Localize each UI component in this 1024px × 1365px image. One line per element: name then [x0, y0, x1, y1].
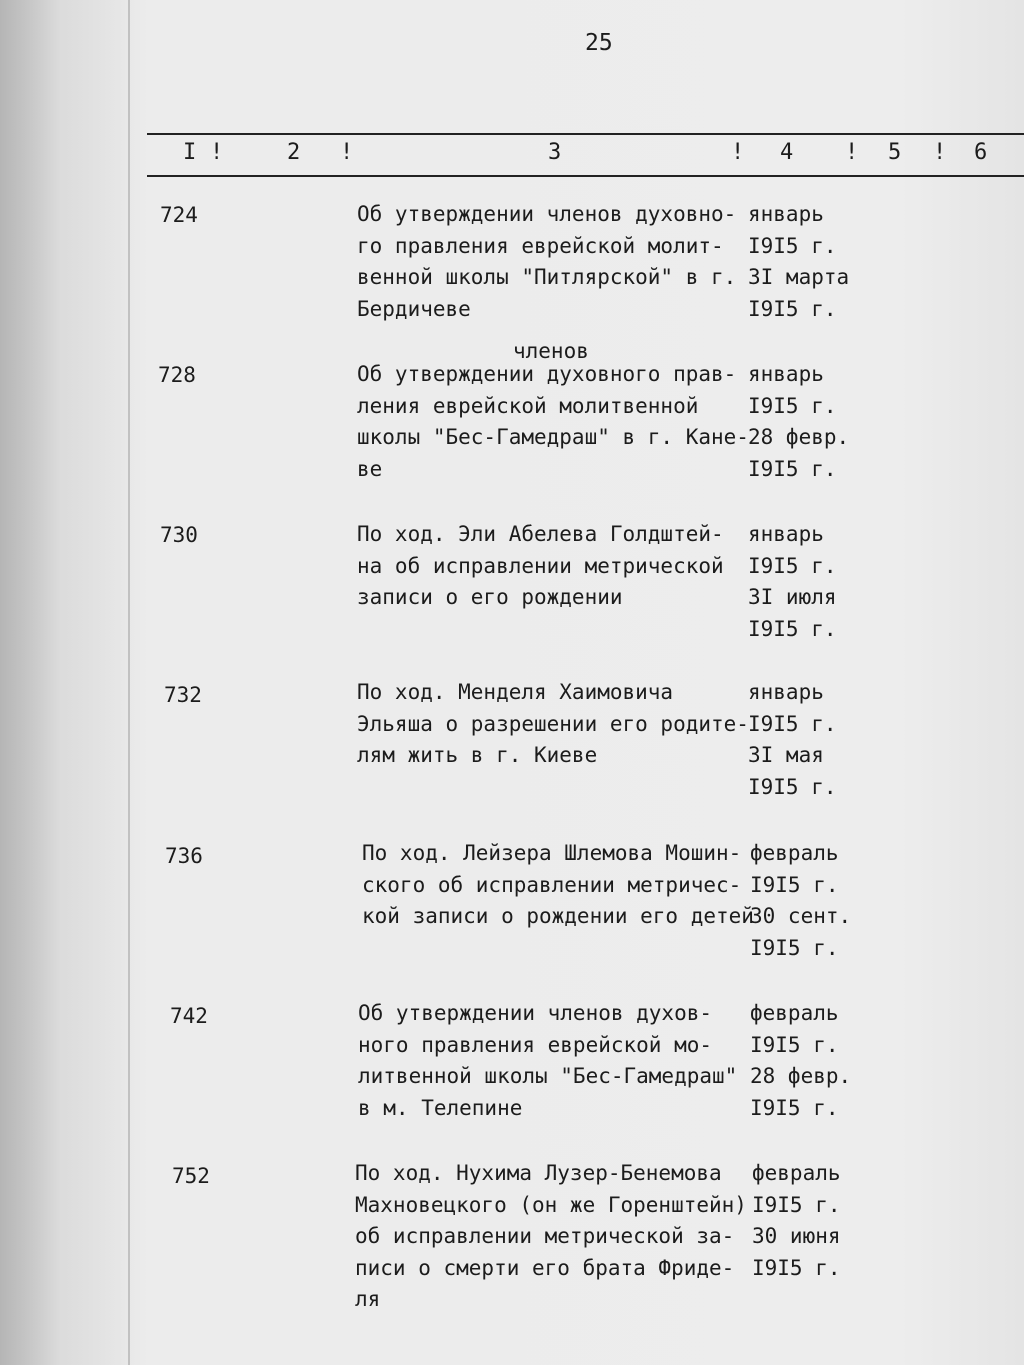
- entry-number: 730: [160, 523, 198, 547]
- entry-description: По ход. Лейзера Шлемова Мошин- ского об исправлении метричес- кой записи о рождении его детей: [362, 841, 754, 928]
- entry-dates: январь I9I5 г. 3I июля I9I5 г.: [748, 522, 837, 641]
- entry-description: По ход. Менделя Хаимовича Эльяша о разрешении его родите- лям жить в г. Киеве: [357, 680, 749, 767]
- entry-description: Об утверждении духовного прав- ления еврейской молитвенной школы "Бес-Гамедраш" в г. Кане- ве: [357, 362, 749, 481]
- column-header-5: 5: [888, 140, 902, 165]
- entry-dates: февраль I9I5 г. 28 февр. I9I5 г.: [750, 1001, 852, 1120]
- entry-dates: февраль I9I5 г. 30 июня I9I5 г.: [752, 1161, 841, 1280]
- entry-number: 724: [160, 203, 198, 227]
- entry-dates: январь I9I5 г. 3I мая I9I5 г.: [748, 680, 837, 799]
- column-header-4: 4: [780, 140, 794, 165]
- entry-description: По ход. Нухима Лузер-Бенемова Махновецкого (он же Горенштейн) об исправлении метрической за- писи о смерти его брата Фриде- ля: [355, 1161, 747, 1311]
- column-separator: !: [731, 140, 745, 165]
- entry-number: 732: [164, 683, 202, 707]
- entry-number: 752: [172, 1164, 210, 1188]
- entry-number: 728: [158, 363, 196, 387]
- page-number: 25: [585, 30, 613, 56]
- entry-number: 742: [170, 1004, 208, 1028]
- entry-description: Об утверждении членов духовно- го правления еврейской молит- венной школы "Питлярской" в г. Бердичеве: [357, 202, 737, 321]
- header-bottom-rule: [147, 175, 1024, 177]
- column-separator: !: [340, 140, 354, 165]
- page-fold-edge: [128, 0, 130, 1365]
- column-header-3: 3: [548, 140, 562, 165]
- entry-dates: январь I9I5 г. 28 февр. I9I5 г.: [748, 362, 850, 481]
- column-header-1: I: [183, 140, 197, 165]
- entry-description: По ход. Эли Абелева Голдштей- на об исправлении метрической записи о его рождении: [357, 522, 724, 609]
- column-separator: !: [933, 140, 947, 165]
- column-separator: !: [845, 140, 859, 165]
- entry-dates: февраль I9I5 г. 30 сент. I9I5 г.: [750, 841, 852, 960]
- entry-dates: январь I9I5 г. 3I марта I9I5 г.: [748, 202, 850, 321]
- column-separator: !: [210, 140, 224, 165]
- entry-number: 736: [165, 844, 203, 868]
- column-header-6: 6: [974, 140, 988, 165]
- entry-description: Об утверждении членов духов- ного правления еврейской мо- литвенной школы "Бес-Гамедраш" в м. Телепине: [358, 1001, 738, 1120]
- header-top-rule: [147, 133, 1024, 135]
- column-header-2: 2: [287, 140, 301, 165]
- entry-insertion: членов: [513, 339, 589, 363]
